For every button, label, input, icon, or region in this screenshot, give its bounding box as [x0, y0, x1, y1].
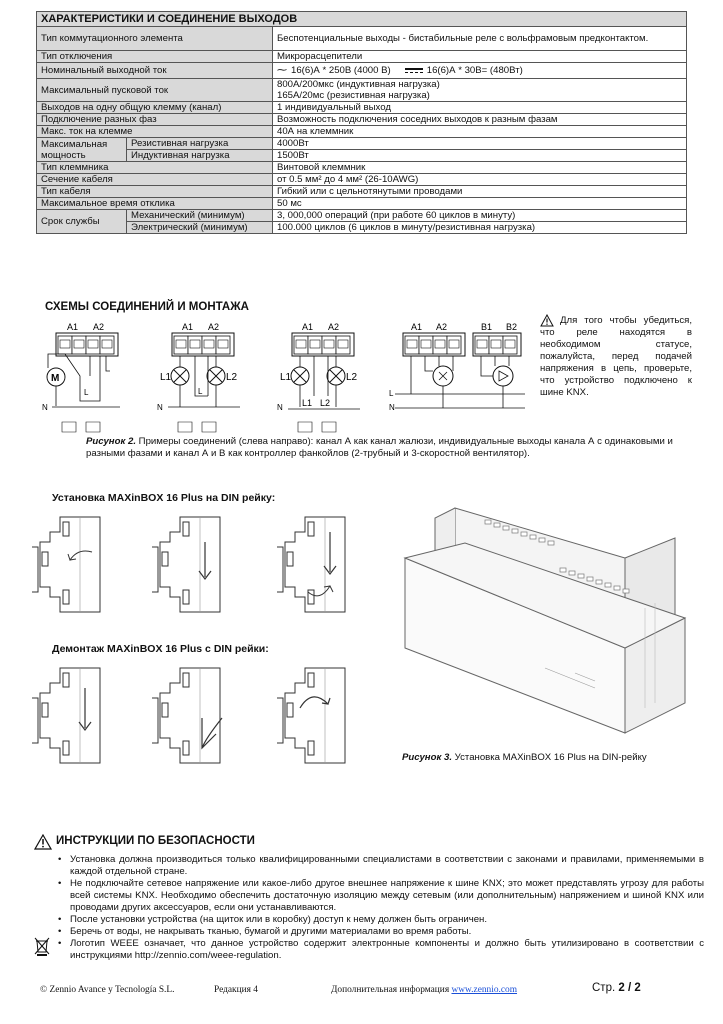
- ac-symbol-icon: ⁓: [277, 65, 287, 76]
- label-a2: A2: [208, 322, 220, 332]
- mech-label: Механический (минимум): [127, 210, 273, 222]
- inrush-resistive: 165А/20мс (резистивная нагрузка): [277, 90, 430, 101]
- label-n: N: [277, 403, 283, 412]
- row-label: Тип коммутационного элемента: [37, 27, 273, 51]
- wiring-title: СХЕМЫ СОЕДИНЕНИЙ И МОНТАЖА: [45, 301, 249, 313]
- inrush-inductive: 800А/200мкс (индуктивная нагрузка): [277, 79, 440, 90]
- footer-copyright: © Zennio Avance y Tecnología S.L.: [40, 985, 175, 995]
- figure3-text: Установка MAXinBOX 16 Plus на DIN-рейку: [454, 752, 647, 763]
- diagram-diff-phase: [277, 322, 360, 432]
- inductive-label: Индуктивная нагрузка: [127, 150, 273, 162]
- install-title: Установка MAXinBOX 16 Plus на DIN рейку:: [52, 492, 276, 504]
- row-value: Микрорасцепители: [273, 51, 687, 63]
- figure2-text: Примеры соединений (слева направо): канал А как канал жалюзи, индивидуальные выходы канала А с одинаковыми и разными фазами и канал А и В как контроллер фанкойлов (2-трубный и 3-скоростной вентилятор).: [86, 436, 673, 459]
- figure2-label: Рисунок 2.: [86, 436, 136, 447]
- remove-title: Демонтаж MAXinBOX 16 Plus с DIN рейки:: [52, 643, 269, 655]
- lifetime-label: Срок службы: [37, 210, 127, 234]
- row-label: Номинальный выходной ток: [37, 63, 273, 79]
- label-n: N: [157, 403, 163, 412]
- label-b1: B1: [481, 322, 493, 332]
- label-l2: L2: [226, 372, 238, 383]
- label-l1-bottom: L1: [302, 398, 313, 408]
- install-steps: [30, 512, 370, 622]
- label-l: L: [84, 388, 89, 397]
- page-number: [592, 982, 641, 994]
- row-value: Винтовой клеммник: [273, 162, 687, 174]
- footer-info-label: Дополнительная информация: [331, 985, 450, 995]
- elec-label: Электрический (минимум): [127, 222, 273, 234]
- row-label: Выходов на одну общую клемму (канал): [37, 102, 273, 114]
- dc-rating: 16(6)А * 30В= (480Вт): [426, 65, 523, 76]
- power-label-line1: Максимальная: [41, 138, 108, 150]
- page-value: 2 / 2: [618, 982, 641, 994]
- row-value: 50 мс: [273, 198, 687, 210]
- row-label: Тип кабеля: [37, 186, 273, 198]
- diagram-fancoil: [389, 322, 525, 412]
- remove-steps: [30, 663, 370, 773]
- row-label: Сечение кабеля: [37, 174, 273, 186]
- resistive-value: 4000Вт: [273, 138, 687, 150]
- warning-icon: [34, 834, 52, 850]
- figure3-caption: [402, 752, 647, 764]
- safety-list: [56, 854, 704, 962]
- label-a1: A1: [67, 322, 79, 332]
- power-label-line2: мощность: [41, 149, 86, 161]
- resistive-label: Резистивная нагрузка: [127, 138, 273, 150]
- safety-title: ИНСТРУКЦИИ ПО БЕЗОПАСНОСТИ: [56, 835, 255, 847]
- label-l1: L1: [280, 372, 292, 383]
- row-value: 1 индивидуальный выход: [273, 102, 687, 114]
- inductive-value: 1500Вт: [273, 150, 687, 162]
- elec-value: 100.000 циклов (6 циклов в минуту/резистивная нагрузка): [273, 222, 687, 234]
- list-item: • Установка должна производиться только квалифицированными специалистами в соответствии с законами и правилами, применяемыми в каждой отдельной стране.: [64, 854, 704, 878]
- row-label: Тип клеммника: [37, 162, 273, 174]
- ac-rating: 16(6)А * 250В (4000 В): [291, 65, 391, 76]
- wiring-note: Для того чтобы убедиться, что реле находятся в необходимом статусе, пожалуйста, перед подачей напряжения в цепь, проверьте, что устройство подключено к шине KNX.: [540, 315, 692, 398]
- row-label: Максимальное время отклика: [37, 198, 273, 210]
- spec-table: [36, 11, 687, 234]
- row-value: Гибкий или с цельнотянутыми проводами: [273, 186, 687, 198]
- table-heading: ХАРАКТЕРИСТИКИ И СОЕДИНЕНИЕ ВЫХОДОВ: [37, 12, 687, 27]
- row-label: Тип отключения: [37, 51, 273, 63]
- label-n: N: [389, 403, 395, 412]
- row-value: Возможность подключения соседних выходов к разным фазам: [273, 114, 687, 126]
- label-a2: A2: [93, 322, 105, 332]
- mech-value: 3, 000,000 операций (при работе 60 циклов в минуту): [273, 210, 687, 222]
- figure3-label: Рисунок 3.: [402, 752, 452, 763]
- list-item: • Не подключайте сетевое напряжение или какое-либо другое внешнее напряжение к шине KNX; это может представлять угрозу для работы всей системы KNX. Необходимо обеспечить достаточную изоляцию между сетевым (или дополнительным) напряжением и шиной KNX или проводами других аксессуаров, если они устанавливаются.: [64, 878, 704, 914]
- power-label: [37, 138, 127, 162]
- row-value: [273, 63, 687, 79]
- device-illustration: [395, 498, 695, 738]
- label-a1: A1: [411, 322, 423, 332]
- row-value: Беспотенциальные выходы - бистабильные реле с вольфрамовым предконтактом.: [273, 27, 687, 51]
- row-label: Максимальный пусковой ток: [37, 79, 273, 102]
- label-l2: L2: [346, 372, 358, 383]
- row-label: Макс. ток на клемме: [37, 126, 273, 138]
- list-item: • После установки устройства (на щиток или в коробку) доступ к нему должен быть ограничен.: [64, 914, 704, 926]
- website-link[interactable]: www.zennio.com: [451, 985, 518, 995]
- figure2-caption: [86, 436, 692, 460]
- dc-symbol-icon: [405, 68, 423, 72]
- label-a2: A2: [436, 322, 448, 332]
- wiring-diagrams: [40, 316, 540, 436]
- label-a1: A1: [302, 322, 314, 332]
- label-a1: A1: [182, 322, 194, 332]
- label-l: L: [389, 389, 394, 398]
- label-l2-bottom: L2: [320, 398, 331, 408]
- diagram-blind: [42, 322, 120, 432]
- row-label: Подключение разных фаз: [37, 114, 273, 126]
- list-item: • Логотип WEEE означает, что данное устройство содержит электронные компоненты и должно быть утилизировано в соответствии с инструкциями http://zennio.com/weee-regulation.: [64, 938, 704, 962]
- page-label: Стр.: [592, 982, 616, 994]
- row-value: от 0.5 мм² до 4 мм² (26-10AWG): [273, 174, 687, 186]
- list-item: • Беречь от воды, не накрывать тканью, бумагой и другими материалами во время работы.: [64, 926, 704, 938]
- label-b2: B2: [506, 322, 518, 332]
- footer-revision: Редакция 4: [214, 985, 258, 995]
- label-a2: A2: [328, 322, 340, 332]
- diagram-same-phase: [157, 322, 240, 432]
- label-n: N: [42, 403, 48, 412]
- row-value: [273, 79, 687, 102]
- label-l1: L1: [160, 372, 172, 383]
- footer-info: [331, 985, 517, 995]
- motor-label: M: [51, 373, 60, 384]
- label-l: L: [198, 387, 203, 396]
- weee-bin-icon: [34, 936, 50, 956]
- row-value: 40А на клеммник: [273, 126, 687, 138]
